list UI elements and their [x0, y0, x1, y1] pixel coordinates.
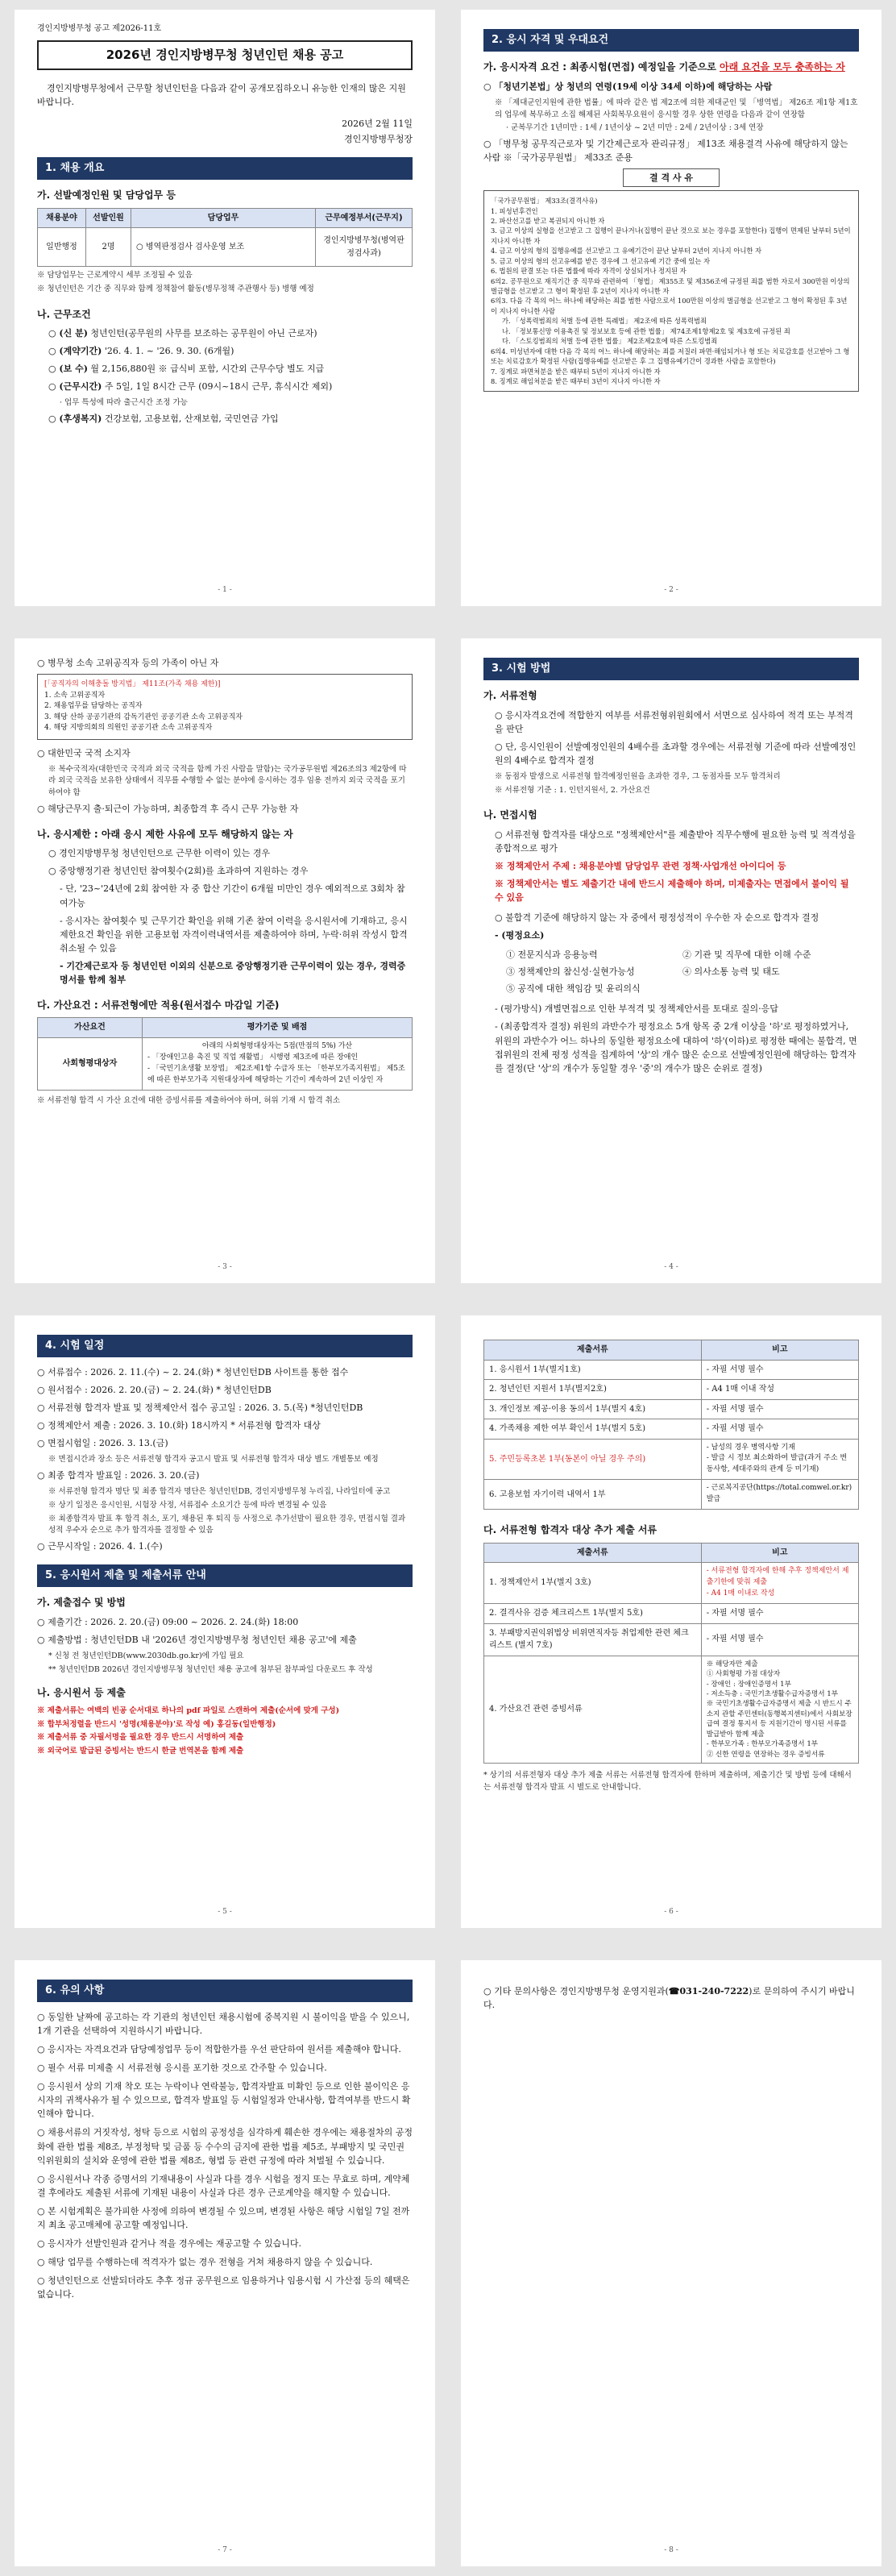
list-item: ③ 정책제안의 참신성·실현가능성	[506, 966, 635, 978]
cell-count: 2명	[86, 228, 131, 267]
bonus-sub-2: - 「국민기초생활 보장법」 제2조제1항 수급자 또는 「한부모가족지원법」 제5조에 따른 한부모가족 지원대상자에 해당하는 기간이 계속하여 2년 이상인 자	[147, 1064, 405, 1084]
schedule-note: ※ 최종합격자 발표 후 합격 취소, 포기, 채용된 후 퇴직 등 사정으로 추가선발이 필요한 경우, 면접시험 결과 성적 우수자 순으로 추가 합격자를 결정할 수 있음	[48, 1514, 406, 1535]
cond-hours-val: 주 5일, 1일 8시간 근무 (09시~18시 근무, 휴식시간 제외)	[104, 381, 333, 393]
page-number: - 2 -	[664, 586, 678, 595]
subsection-na: 나. 응시제한 : 아래 응시 제한 사유에 모두 해당하지 않는 자	[37, 828, 293, 840]
cond-pay	[37, 362, 413, 376]
table-row	[484, 1399, 859, 1419]
list-item: 6의4. 미성년자에 대한 다음 각 목의 어느 하나에 해당하는 죄를 저질러 파면·해임되거나 형 또는 치료감호를 선고받아 그 형 또는 치료감호가 확정된 사람(집행유예를 선고받은 후 그 집행유예기간이 경과한 사람을 포함한다)	[491, 347, 850, 366]
th-remark: 비고	[701, 1340, 858, 1361]
section-2-header: 2. 응시 자격 및 우대요건	[483, 29, 859, 52]
extra-documents-table	[483, 1543, 859, 1764]
table-row	[484, 1439, 859, 1480]
page-3	[15, 638, 435, 1283]
age-extension: · 군복무기간 1년미만 : 1세 / 1년이상 ~ 2년 미만 : 2세 / 2년이상 : 3세 연장	[506, 123, 764, 133]
page-number: - 6 -	[664, 1908, 678, 1917]
notice-title: 2026년 경인지방병무청 청년인턴 채용 공고	[37, 40, 413, 70]
list-item: 1. 피성년후견인	[491, 206, 538, 215]
cond-status-val: 청년인턴(공무원의 사무를 보조하는 공무원이 아닌 근로자)	[90, 328, 317, 339]
schedule-item: ○ 서류전형 합격자 발표 및 정책제안서 접수 공고일 : 2026. 3. 5.(목) *청년인턴DB	[37, 1402, 363, 1414]
table-row	[484, 1480, 859, 1510]
cell-remark: - 자필 서명 필수	[701, 1399, 858, 1419]
cond-hours-key: ○ (근무시간)	[48, 381, 102, 393]
ga-text: 가. 응시자격 요건 : 최종시험(면접) 예정일을 기준으로	[483, 61, 716, 73]
subsection-da: 다. 서류전형 합격자 대상 추가 제출 서류	[483, 1524, 657, 1536]
caution-item: ○ 청년인턴으로 선발되더라도 추후 정규 공무원으로 임용하거나 임용시험 시 가산점 등의 혜택은 없습니다.	[37, 2275, 410, 2300]
duty-note-1: ※ 담당업무는 근로계약시 세부 조정될 수 있음	[37, 271, 193, 280]
contact-text-post: )로 문의하여 주시기 바랍니다.	[483, 1986, 855, 2011]
restrict-item: - 단, '23~'24년에 2회 참여한 자 중 합산 기간이 6개월 미만인 경우 예외적으로 3회차 참여가능	[60, 883, 405, 908]
family-restriction: ○ 병무청 소속 고위공직자 등의 가족이 아닌 자	[37, 658, 219, 668]
caution-item: ○ 동일한 날짜에 공고하는 각 기관의 청년인턴 채용시험에 중복지원 시 불이익을 받을 수 있으니, 1개 기관을 선택하여 지원하시기 바랍니다.	[37, 2012, 410, 2037]
list-item: 6. 법원의 판결 또는 다른 법률에 따라 자격이 상실되거나 정지된 자	[491, 267, 687, 276]
cond-pay-key: ○ (보 수)	[48, 364, 88, 375]
section-3-header: 3. 시험 방법	[483, 658, 859, 680]
list-item: 1. 소속 고위공직자	[44, 691, 106, 700]
contact-phone: ☎031-240-7222	[668, 1986, 749, 1996]
list-item: 7. 징계로 파면처분을 받은 때부터 5년이 지나지 아니한 자	[491, 367, 661, 376]
disqualify-box	[483, 190, 859, 392]
cell-doc: 3. 부패방지권익위법상 비위면직자등 취업제한 관련 체크리스트 (별지 7호)	[484, 1623, 702, 1656]
commute-req: ○ 해당근무지 출·퇴근이 가능하며, 최종합격 후 즉시 근무 가능한 자	[37, 803, 299, 814]
cell-remark: - 남성의 경우 병역사항 기재 - 발급 시 정보 최소화하여 발급(과거 주소 변동사항, 세대주와의 관계 등 미기재)	[701, 1439, 858, 1480]
table-row	[484, 1623, 859, 1656]
caution-item: ○ 응시원서나 각종 증명서의 기재내용이 사실과 다를 경우 시험을 정지 또는 무효로 하며, 계약체결 후에라도 제출된 서류에 기재된 내용이 사실과 다른 경우 근로계약을 해지할 수 있습니다.	[37, 2173, 410, 2198]
cond-period	[37, 344, 413, 358]
doc-screen-note: ※ 동점자 발생으로 서류전형 합격예정인원을 초과한 경우, 그 동점자를 모두 합격처리	[495, 771, 781, 781]
section-6-header: 6. 유의 사항	[37, 1980, 413, 2002]
caution-item: ○ 해당 업무를 수행하는데 적격자가 없는 경우 전형을 거쳐 채용하지 않을 수 있습니다.	[37, 2256, 373, 2267]
page-4	[461, 638, 881, 1283]
notice-number: 경인지방병무청 공고 제2026-11호	[37, 24, 162, 33]
page-1	[15, 10, 435, 606]
cell-remark: - 자필 서명 필수	[701, 1623, 858, 1656]
restrict-item: ○ 경인지방병무청 청년인턴으로 근무한 이력이 있는 경우	[48, 848, 270, 859]
restrict-item: - 기간제근로자 등 청년인턴 이외의 신분으로 중앙행정기관 근무이력이 있는 경우, 경력증명서를 함께 첨부	[60, 960, 406, 985]
schedule-item: ○ 서류접수 : 2026. 2. 11.(수) ~ 2. 24.(화) * 청년인턴DB 사이트를 통한 접수	[37, 1367, 349, 1378]
schedule-note: ※ 면접시간과 장소 등은 서류전형 합격자 공고시 발표 및 서류전형 합격자 대상 별도 개별통보 예정	[48, 1455, 379, 1465]
subsection-da: 다. 가산요건 : 서류전형에만 적용(원서접수 마감일 기준)	[37, 999, 280, 1011]
conflict-box-title: [「공직자의 이해충돌 방지법」 제11조(가족 채용 제한)]	[44, 680, 221, 689]
list-item: ④ 의사소통 능력 및 태도	[682, 966, 780, 978]
th-criteria: 평가기준 및 배점	[143, 1018, 413, 1038]
cond-welfare	[37, 412, 413, 426]
page-8	[461, 1960, 881, 2566]
subsection-ga: 가. 제출접수 및 방법	[37, 1597, 126, 1609]
eval-elements	[483, 946, 859, 997]
subsection-ga: 가. 서류전형	[483, 690, 537, 702]
cell-doc: 1. 응시원서 1부(별지1호)	[484, 1360, 702, 1380]
veteran-note: ※ 「제대군인지원에 관한 법률」에 따라 같은 법 제2조에 의한 제대군인 및 「병역법」 제26조 제1항 제1호의 업무에 복무하고 소집 해제된 사회복무요원이 응시할 경우 상한 연령을 다음과 같이 연장함	[495, 98, 858, 119]
cell-doc: 2. 청년인턴 지원서 1부(별지2호)	[484, 1380, 702, 1400]
list-item: ① 전문지식과 응용능력	[506, 949, 598, 961]
table-header-row	[484, 1340, 859, 1361]
duty-note-2: ※ 청년인턴은 기간 중 직무와 함께 정책참여 활동(병무정책 주관행사 등) 병행 예정	[37, 284, 314, 293]
cell-bonus-type: 사회형평대상자	[38, 1037, 143, 1090]
cell-remark: - 자필 서명 필수	[701, 1360, 858, 1380]
subsection-ga	[483, 60, 859, 75]
list-item: 가. 「성폭력범죄의 처벌 등에 관한 특례법」 제2조에 따른 성폭력범죄	[502, 317, 707, 326]
list-item: 4. 해당 지방의회의 의원인 공공기관 소속 고위공직자	[44, 724, 213, 733]
cell-remark: - 서류전형 합격자에 한해 추후 정책제안서 제출기한에 맞춰 제출 - A4 1매 이내로 작성	[701, 1563, 858, 1604]
final-decision: - (최종합격자 결정) 위원의 과반수가 평정요소 5개 항목 중 2개 이상을 '하'로 평정하였거나, 위원의 과반수가 어느 하나의 동일한 평정요소에 대하여 '하'(이하)로 평정한 때에는 불합격, 면접위원의 전체 평정 성적을 집계하여 '상'의 개수 많은 순으로 선발예정인원에 해당하는 합격자를 결정(단 '상'의 개수가 동일할 경우 '중'의 개수가 많은 순위로 결정)	[495, 1021, 857, 1074]
list-item: 5. 금고 이상의 형의 선고유예를 받은 경우에 그 선고유예 기간 중에 있는 자	[491, 256, 710, 265]
disqualify-rule: ○ 「병무청 공무직근로자 및 기간제근로자 관리규정」 제13조 채용결격 사유에 해당하지 않는 사람 ※「국가공무원법」 제33조 준용	[483, 138, 848, 163]
caution-item: ○ 응시자는 자격요건과 담당예정업무 등이 적합한가를 우선 판단하여 원서를 제출해야 합니다.	[37, 2044, 401, 2055]
cell-remark: - 자필 서명 필수	[701, 1419, 858, 1440]
cell-remark: - 자필 서명 필수	[701, 1604, 858, 1624]
list-item: ⑤ 공직에 대한 책임감 및 윤리의식	[506, 983, 641, 995]
schedule-note: ※ 상기 일정은 응시인원, 시험장 사정, 서류접수 소요기간 등에 따라 변경될 수 있음	[48, 1500, 327, 1510]
intro-text: 경인지방병무청에서 근무할 청년인턴을 다음과 같이 공개모집하오니 유능한 인재의 많은 지원 바랍니다.	[37, 82, 406, 107]
schedule-note: ※ 서류전형 합격자 명단 및 최종 합격자 명단은 청년인턴DB, 경인지방병무청 누리집, 나라일터에 공고	[48, 1487, 391, 1497]
notice-signer: 경인지방병무청장	[343, 133, 413, 144]
page-number: - 7 -	[218, 2546, 232, 2555]
th-docs: 제출서류	[484, 1340, 702, 1361]
ga-red-text: 아래 요건을 모두 충족하는 자	[720, 61, 845, 73]
cond-status-key: ○ (신 분)	[48, 328, 88, 339]
caution-item: ○ 응시원서 상의 기재 착오 또는 누락이나 연락불능, 합격자발표 미확인 등으로 인한 불이익은 응시자의 귀책사유가 될 수 있으므로, 합격자 발표일 등 시험일정과 안내사항, 합격여부를 반드시 확인해야 합니다.	[37, 2081, 411, 2120]
restrict-item: ○ 중앙행정기관 청년인턴 참여횟수(2회)를 초과하여 지원하는 경우	[48, 866, 309, 877]
notice-date: 2026년 2월 11일	[342, 118, 413, 129]
submit-warning: ※ 외국어로 발급된 증빙서는 반드시 한글 번역본을 함께 제출	[37, 1747, 244, 1756]
submit-note: * 신청 전 청년인턴DB(www.2030db.go.kr)에 가입 필요	[48, 1651, 244, 1660]
bonus-sub-1: - 「장애인고용 촉진 및 직업 재활법」 시행령 제3조에 따른 장애인	[147, 1053, 359, 1062]
cell-doc: 5. 주민등록초본 1부(동본이 아닐 경우 주의)	[484, 1439, 702, 1480]
eval-elements-header: - (평정요소)	[495, 930, 545, 941]
cond-hours	[37, 380, 413, 393]
cell-doc: 6. 고용보험 자기이력 내역서 1부	[484, 1480, 702, 1510]
schedule-item: ○ 원서접수 : 2026. 2. 20.(금) ~ 2. 24.(화) * 청년인턴DB	[37, 1385, 272, 1396]
table-row	[484, 1604, 859, 1624]
doc-screen-item: ○ 단, 응시인원이 선발예정인원의 4배수를 초과할 경우에는 서류전형 기준에 따라 선발예정인원의 4배수로 합격자 결정	[495, 741, 857, 766]
page-number: - 1 -	[218, 586, 232, 595]
list-item: 다. 「스토킹범죄의 처벌 등에 관한 법률」 제2조제2호에 따른 스토킹범죄	[502, 337, 718, 346]
subsection-ga: 가. 선발예정인원 및 담당업무 등	[37, 189, 176, 202]
bonus-note: ※ 서류전형 합격 시 가산 요건에 대한 증빙서류를 제출하여야 하며, 허위 기재 시 합격 취소	[37, 1095, 340, 1105]
cell-dept: 경인지방병무청(병역판정검사과)	[316, 228, 413, 267]
doc-screen-item: ○ 응시자격요건에 적합한지 여부를 서류전형위원회에서 서면으로 심사하여 적격 또는 부적격을 판단	[495, 709, 853, 734]
table-header-row	[38, 208, 413, 228]
table-row	[484, 1563, 859, 1604]
nationality-req: ○ 대한민국 국적 소지자	[37, 747, 131, 758]
list-item: 3. 금고 이상의 실형을 선고받고 그 집행이 끝나거나(집행이 끝난 것으로 보는 경우를 포함한다) 집행이 면제된 날부터 5년이 지나지 아니한 자	[491, 226, 851, 245]
page-number: - 4 -	[664, 1263, 678, 1272]
submit-item: ○ 제출기간 : 2026. 2. 20.(금) 09:00 ~ 2026. 2. 24.(화) 18:00	[37, 1616, 299, 1627]
section-5-header: 5. 응시원서 제출 및 제출서류 안내	[37, 1564, 413, 1587]
conflict-box	[37, 674, 413, 740]
table-row	[38, 1037, 413, 1090]
list-item: 나. 「정보통신망 이용촉진 및 정보보호 등에 관한 법률」 제74조제1항제2호 및 제3호에 규정된 죄	[502, 326, 790, 335]
eval-method: - (평가방식) 개별면접으로 인한 부적격 및 정책제안서를 토대로 질의·응답	[495, 1003, 778, 1015]
subsection-na: 나. 근무조건	[37, 308, 91, 320]
caution-item: ○ 본 시험계획은 불가피한 사정에 의하여 변경될 수 있으며, 변경된 사항은 해당 시험일 7일 전까지 최초 공고매체에 공고할 예정입니다.	[37, 2205, 410, 2230]
page-number: - 3 -	[218, 1263, 232, 1272]
section-4-header: 4. 시험 일정	[37, 1335, 413, 1357]
caution-item: ○ 필수 서류 미제출 시 서류전형 응시를 포기한 것으로 간주할 수 있습니다.	[37, 2063, 327, 2074]
page-5	[15, 1315, 435, 1928]
cell-remark: - 근로복지공단(https://total.comwel.or.kr) 발급	[701, 1480, 858, 1510]
interview-item: ○ 서류전형 합격자를 대상으로 "정책제안서"를 제출받아 직무수행에 필요한 능력 및 적격성을 종합적으로 평가	[495, 829, 856, 854]
list-item: 6의2. 공무원으로 재직기간 중 직무와 관련하여 「형법」 제355조 및 제356조에 규정된 죄를 범한 자로서 300만원 이상의 벌금형을 선고받고 그 형이 확정된 후 2년이 지나지 아니한 자	[491, 276, 850, 296]
cell-field: 일반행정	[38, 228, 86, 267]
cell-remark: ※ 해당자만 제출 ① 사회형평 가점 대상자 - 장애인 : 장애인증명서 1부 - 저소득층 : 국민기초생활수급자증명서 1부 ※ 국민기초생활수급자증명서 제출 시 반드시 주소지 관할 주민센터(동행복지센터)에서 사회보장급여 결정 통지서 등 지원기간이 명시된 서류를 발급받아 함께 제출 - 한부모가족 : 한부모가족증명서 1부 ② 신한 연령을 연장하는 경우 증빙서류	[701, 1656, 858, 1764]
page-number: - 5 -	[218, 1908, 232, 1917]
table-row	[484, 1380, 859, 1400]
list-item: 「국가공무원법」 제33조(결격사유)	[491, 197, 598, 206]
contact-info	[483, 1984, 859, 2012]
cond-status	[37, 326, 413, 340]
list-item: ② 기관 및 직무에 대한 이해 수준	[682, 949, 811, 961]
list-item: 6의3. 다음 각 목의 어느 하나에 해당하는 죄를 범한 사람으로서 100만원 이상의 벌금형을 선고받고 그 형이 확정된 후 3년이 지나지 아니한 사람	[491, 297, 848, 315]
list-item: 2. 채용업무를 담당하는 공직자	[44, 702, 143, 711]
schedule-item: ○ 근무시작일 : 2026. 4. 1.(수)	[37, 1541, 163, 1552]
submit-warning: ※ 제출서류는 여백의 빈공 순서대로 하나의 pdf 파일로 스캔하여 제출(순서에 맞게 구성)	[37, 1706, 340, 1715]
table-header-row	[484, 1543, 859, 1563]
table-row	[484, 1360, 859, 1380]
restrict-item: - 응시자는 참여횟수 및 근무기간 확인을 위해 기존 참여 이력을 응시원서에 기재하고, 응시제한요건 확인을 위한 고용보험 자격이력내역서를 제출하여야 하며, 누락·허위 작성시 합격 취소될 수 있음	[60, 915, 408, 954]
age-requirement: ○ 「청년기본법」상 청년의 연령(19세 이상 34세 이하)에 해당하는 사람	[483, 81, 773, 92]
page-7	[15, 1960, 435, 2566]
cond-hours-note: · 업무 특성에 따라 출근시간 조정 가능	[60, 398, 188, 408]
list-item: 2. 파산선고를 받고 복권되지 아니한 자	[491, 216, 605, 225]
cell-duty: ○ 병역판정검사 검사운영 보조	[131, 228, 316, 267]
th-remark: 비고	[701, 1543, 858, 1563]
th-duty: 담당업무	[131, 208, 316, 228]
documents-table	[483, 1340, 859, 1510]
th-dept: 근무예정부서(근무지)	[316, 208, 413, 228]
th-docs: 제출서류	[484, 1543, 702, 1563]
schedule-item: ○ 정책제안서 제출 : 2026. 3. 10.(화) 18시까지 * 서류전형 합격자 대상	[37, 1420, 321, 1431]
cell-bonus-criteria	[143, 1037, 413, 1090]
subsection-na: 나. 응시원서 등 제출	[37, 1687, 126, 1699]
recruit-table	[37, 208, 413, 268]
cond-welfare-val: 건강보험, 고용보험, 산재보험, 국민연금 가입	[104, 413, 279, 425]
schedule-item: ○ 최종 합격자 발표일 : 2026. 3. 20.(금)	[37, 1470, 200, 1481]
page-6	[461, 1315, 881, 1928]
submit-item: ○ 제출방법 : 청년인턴DB 내 '2026년 경인지방병무청 청년인턴 채용 공고'에 제출	[37, 1634, 357, 1645]
section-1-header: 1. 채용 개요	[37, 157, 413, 180]
proposal-topic-note: ※ 정책제안서 주제 : 채용분야별 담당업무 관련 정책·사업개선 아이디어 등	[495, 861, 786, 872]
cell-doc: 2. 결격사유 검증 체크리스트 1부(별지 5호)	[484, 1604, 702, 1624]
page-2	[461, 10, 881, 606]
cell-doc: 3. 개인정보 제공·이용 동의서 1부(별지 4호)	[484, 1399, 702, 1419]
proposal-deadline-note: ※ 정책제안서는 별도 제출기간 내에 반드시 제출해야 하며, 미제출자는 면접에서 불이익 될 수 있음	[495, 879, 849, 904]
disqualify-title: 결 격 사 유	[623, 168, 720, 187]
submit-warning: ※ 합부처정렬을 반드시 '성명(채용분야)'로 작성 예) 홍길동(일반행정)	[37, 1719, 276, 1729]
th-bonus: 가산요건	[38, 1018, 143, 1038]
table-row	[38, 228, 413, 267]
page-number: - 8 -	[664, 2546, 678, 2555]
cell-doc: 4. 가산요건 관련 증빙서류	[484, 1656, 702, 1764]
table-row	[484, 1656, 859, 1764]
list-item: 3. 해당 산하 공공기관의 감독기관인 공공기관 소속 고위공직자	[44, 713, 243, 721]
cell-doc: 4. 가족채용 제한 여부 확인서 1부(별지 5호)	[484, 1419, 702, 1440]
schedule-item: ○ 면접시험일 : 2026. 3. 13.(금)	[37, 1438, 168, 1449]
subsection-na: 나. 면접시험	[483, 809, 537, 821]
submit-warning: ※ 제출서류 중 자필서명을 필요한 경우 반드시 서명하여 제출	[37, 1733, 244, 1743]
cond-period-key: ○ (계약기간)	[48, 346, 102, 357]
table-header-row	[38, 1018, 413, 1038]
contact-text-pre: ○ 기타 문의사항은 경인지방병무청 운영지원과(	[483, 1986, 669, 1996]
cell-remark: - A4 1매 이내 작성	[701, 1380, 858, 1400]
th-count: 선발인원	[86, 208, 131, 228]
th-field: 채용분야	[38, 208, 86, 228]
list-item: 4. 금고 이상의 형의 집행유예를 선고받고 그 유예기간이 끝난 날부터 2년이 지나지 아니한 자	[491, 247, 762, 256]
list-item: 8. 징계로 해임처분을 받은 때부터 3년이 지나지 아니한 자	[491, 376, 661, 385]
cond-welfare-key: ○ (후생복지)	[48, 413, 102, 425]
pass-standard: ○ 불합격 기준에 해당하지 않는 자 중에서 평정성적이 우수한 자 순으로 합격자 결정	[495, 912, 819, 924]
bonus-table	[37, 1017, 413, 1090]
table-row	[484, 1419, 859, 1440]
submit-note: ** 청년인턴DB 2026년 경인지방병무청 청년인턴 채용 공고에 첨부된 참부파일 다운로드 후 작성	[48, 1664, 373, 1674]
caution-item: ○ 채용서류의 거짓작성, 청탁 등으로 시험의 공정성을 심각하게 훼손한 경우에는 채용절차의 공정화에 관한 법률 제8조, 부정청탁 및 금품 등 수수의 금지에 관한 법률 제5조, 부패방지 및 국민권익위원회의 설치와 운영에 관한 법률 제8조, 형법 등 관련 규정에 따라 처벌될 수 있습니다.	[37, 2127, 413, 2166]
doc-screen-note: ※ 서류전형 기준 : 1. 인턴지원서, 2. 가산요건	[495, 785, 650, 795]
cell-doc: 1. 정책제안서 1부(별지 3호)	[484, 1563, 702, 1604]
extra-docs-footnote: * 상기의 서류전형자 대상 추가 제출 서류는 서류전형 합격자에 한하며 제출하며, 제출기간 및 방법 등에 대해서는 서류전형 합격자 발표 시 별도로 안내합니다.	[483, 1771, 852, 1792]
caution-item: ○ 응시자가 선발인원과 같거나 적을 경우에는 재공고할 수 있습니다.	[37, 2237, 301, 2249]
dual-nationality-note: ※ 복수국적자(대한민국 국적과 외국 국적을 함께 가진 사람을 말함)는 국가공무원법 제26조의3 제2항에 따라 외국 국적을 보유한 상태에서 직무를 수행할 수 없는 분야에 응시하는 경우 임용 전까지 외국 국적을 포기하여야 함	[48, 764, 407, 798]
cond-pay-val: 월 2,156,880원 ※ 급식비 포함, 시간외 근무수당 별도 지급	[90, 364, 325, 375]
cond-period-val: '26. 4. 1. ~ '26. 9. 30. (6개월)	[104, 346, 234, 357]
bonus-main: 아래의 사회형평대상자는 5점(만점의 5%) 가산	[201, 1041, 353, 1050]
